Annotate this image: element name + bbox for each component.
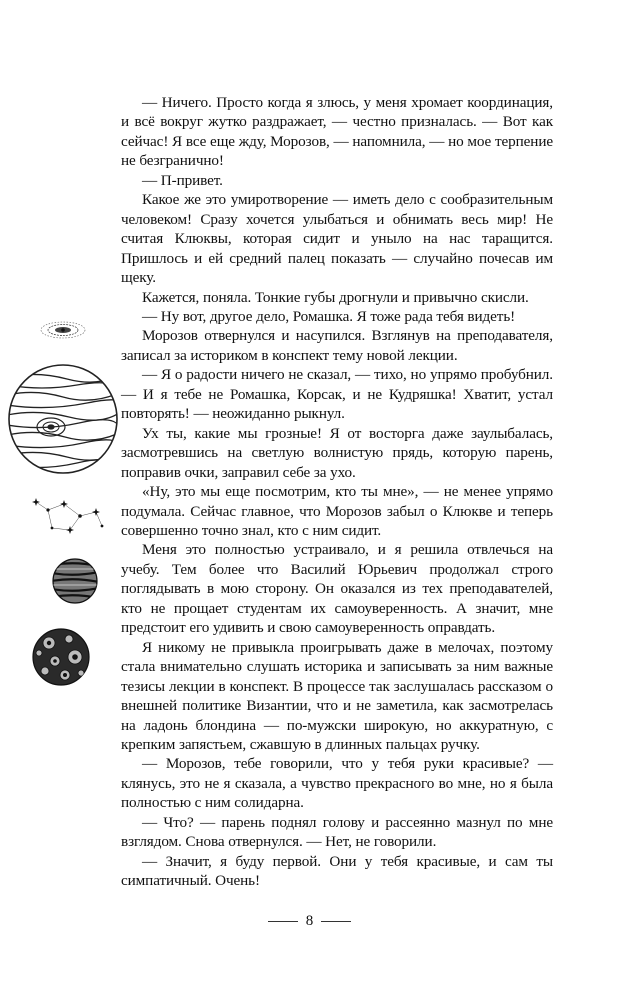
paragraph: Я никому не привыкла проигрывать даже в мелочах, поэтому стала внимательно слушать историка и записывать за ним важные тезисы лекции в конспект. В процессе так заслушалась рассказом о внешней политике Византии, что и не заметила, как засмотрелась на ладонь блондина — по-мужски широкую, но аккуратную, с крепким запястьем, сжавшую в длинных пальцах ручку. — [121, 638, 553, 753]
striped-planet-icon — [7, 363, 119, 475]
paragraph: — Морозов, тебе говорили, что у тебя руки красивые? — клянусь, это не я сказала, а чувство прекрасного во мне, но я была полностью с ним солидарна. — [121, 755, 553, 812]
paragraph: Морозов отвернулся и насупился. Взглянув на преподавателя, записал за историком в конспект тему новой лекции. — [121, 327, 553, 364]
paragraph: Какое же это умиротворение — иметь дело с сообразительным человеком! Сразу хочется улыбаться и обнимать весь мир! Не считая Клюквы, которая сидит и уныло на нас таращится. Пришлось и ей средний палец показать — случайно почесав им щеку. — [121, 191, 553, 287]
paragraph: — П-привет. — [142, 171, 223, 189]
paragraph: — Я о радости ничего не сказал, — тихо, но упрямо пробубнил. — И я тебе не Ромашка, Корсак, и не Кудряшка! Хватит, устал повторять! — неожиданно рыкнул. — [121, 366, 553, 423]
paragraph: Меня это полностью устраивало, и я решила отвлечься на учебу. Тем более что Василий Юрьевич продолжал строго поглядывать в мою сторону. Он оказался из тех преподавателей, кто не прощает студентам их самоуверенность. А значит, мне предстоит его удивить и свою самоуверенность оправдать. — [121, 541, 553, 637]
paragraph: — Что? — парень поднял голову и рассеянно мазнул по мне взглядом. Снова отвернулся. — Нет, не говорили. — [121, 813, 553, 851]
folio-dash-right — [321, 921, 351, 922]
constellation-icon — [30, 492, 110, 536]
paragraph: Кажется, поняла. Тонкие губы дрогнули и привычно скисли. — [142, 288, 529, 306]
paragraph: «Ну, это мы еще посмотрим, кто ты мне», — не менее упрямо подумала. Сейчас главное, что Морозов забыл о Клюкве и теперь совершенно точно знал, кто с ним сидит. — [121, 483, 553, 539]
paragraph: — Ничего. Просто когда я злюсь, у меня хромает координация, и всё вокруг жутко раздражает, — честно призналась. — Вот как сейчас! Я все еще жду, Морозов, — напомнила, — но мое терпение не безгранично! — [121, 94, 553, 170]
paragraph: Ух ты, какие мы грозные! Я от восторга даже заулыбалась, засмотревшись на светлую волнистую прядь, которую парень, поправив очки, заправил себе за ухо. — [121, 424, 553, 481]
paragraph: — Значит, я буду первой. Они у тебя красивые, и сам ты симпатичный. Очень! — [121, 852, 553, 890]
page-number: 8 — [305, 913, 314, 929]
page-number-footer — [0, 913, 619, 930]
banded-planet-icon — [51, 557, 99, 605]
paragraph: — Ну вот, другое дело, Ромашка. Я тоже рада тебя видеть! — [142, 307, 516, 325]
cratered-moon-icon — [31, 627, 91, 687]
body-text — [121, 93, 553, 891]
folio-dash-left — [268, 921, 298, 922]
spiral-galaxy-icon — [38, 318, 88, 342]
